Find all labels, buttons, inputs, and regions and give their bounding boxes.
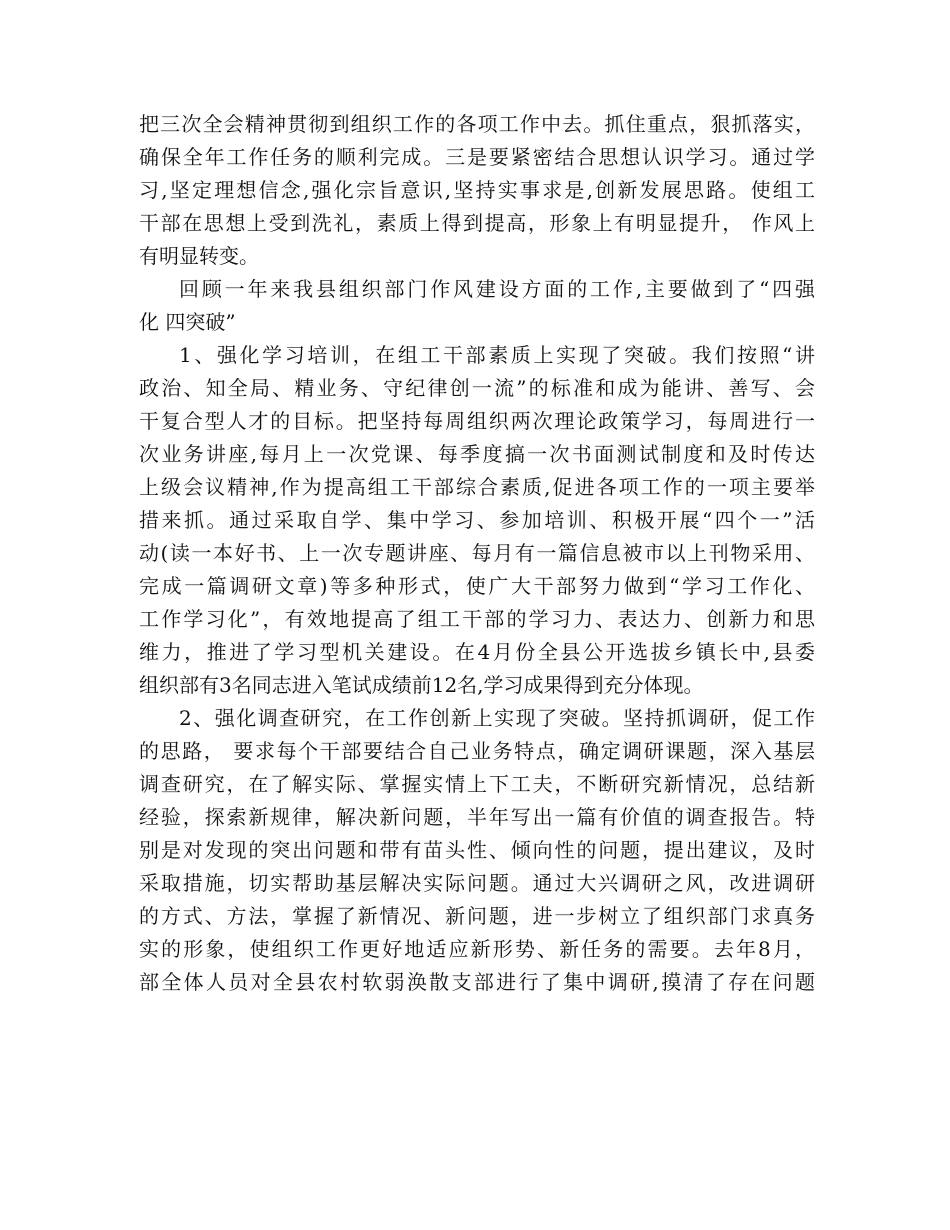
text-line: 实的形象，使组织工作更好地适应新形势、新任务的需要。去年8月， xyxy=(139,937,815,961)
text-line: 政治、知全局、精业务、守纪律创一流”的标准和成为能讲、善写、会 xyxy=(139,376,815,400)
text-line: 维力，推进了学习型机关建设。在4月份全县公开选拔乡镇长中,县委 xyxy=(139,640,815,664)
text-line: 的方式、方法，掌握了新情况、新问题，进一步树立了组织部门求真务 xyxy=(139,904,815,928)
text-line: 动(读一本好书、上一次专题讲座、每月有一篇信息被市以上刊物采用、 xyxy=(139,541,815,565)
text-line: 上级会议精神,作为提高组工干部综合素质,促进各项工作的一项主要举 xyxy=(139,475,815,499)
text-line: 经验，探索新规律，解决新问题，半年写出一篇有价值的调查报告。特 xyxy=(139,805,815,829)
text-line: 回顾一年来我县组织部门作风建设方面的工作,主要做到了“四强 xyxy=(179,277,815,301)
paragraph xyxy=(139,108,815,273)
text-line: 确保全年工作任务的顺利完成。三是要紧密结合思想认识学习。通过学 xyxy=(139,145,815,169)
paragraph xyxy=(139,339,815,702)
text-line: 别是对发现的突出问题和带有苗头性、倾向性的问题，提出建议，及时 xyxy=(139,838,815,862)
text-line: 1、强化学习培训，在组工干部素质上实现了突破。我们按照“讲 xyxy=(179,343,815,367)
text-line: 部全体人员对全县农村软弱涣散支部进行了集中调研,摸清了存在问题 xyxy=(139,970,815,994)
text-line: 工作学习化”，有效地提高了组工干部的学习力、表达力、创新力和思 xyxy=(139,607,815,631)
text-line: 化 四突破” xyxy=(139,310,236,334)
text-line: 调查研究，在了解实际、掌握实情上下工夫，不断研究新情况，总结新 xyxy=(139,772,815,796)
paragraph xyxy=(139,273,815,339)
text-line: 干复合型人才的目标。把坚持每周组织两次理论政策学习，每周进行一 xyxy=(139,409,815,433)
text-line: 习,坚定理想信念,强化宗旨意识,坚持实事求是,创新发展思路。使组工 xyxy=(139,178,815,202)
text-line: 采取措施，切实帮助基层解决实际问题。通过大兴调研之风，改进调研 xyxy=(139,871,815,895)
text-line: 把三次全会精神贯彻到组织工作的各项工作中去。抓住重点，狠抓落实， xyxy=(139,112,815,136)
text-line: 组织部有3名同志进入笔试成绩前12名,学习成果得到充分体现。 xyxy=(139,673,704,697)
text-line: 干部在思想上受到洗礼，素质上得到提高，形象上有明显提升， 作风上 xyxy=(139,211,815,235)
body-text xyxy=(139,108,815,999)
text-line: 完成一篇调研文章)等多种形式，使广大干部努力做到“学习工作化、 xyxy=(139,574,815,598)
text-line: 的思路， 要求每个干部要结合自己业务特点，确定调研课题，深入基层 xyxy=(139,739,815,763)
text-line: 次业务讲座,每月上一次党课、每季度搞一次书面测试制度和及时传达 xyxy=(139,442,815,466)
text-line: 2、强化调查研究，在工作创新上实现了突破。坚持抓调研，促工作 xyxy=(179,706,815,730)
text-line: 有明显转变。 xyxy=(139,244,259,268)
text-line: 措来抓。通过采取自学、集中学习、参加培训、积极开展“四个一”活 xyxy=(139,508,815,532)
paragraph xyxy=(139,702,815,999)
